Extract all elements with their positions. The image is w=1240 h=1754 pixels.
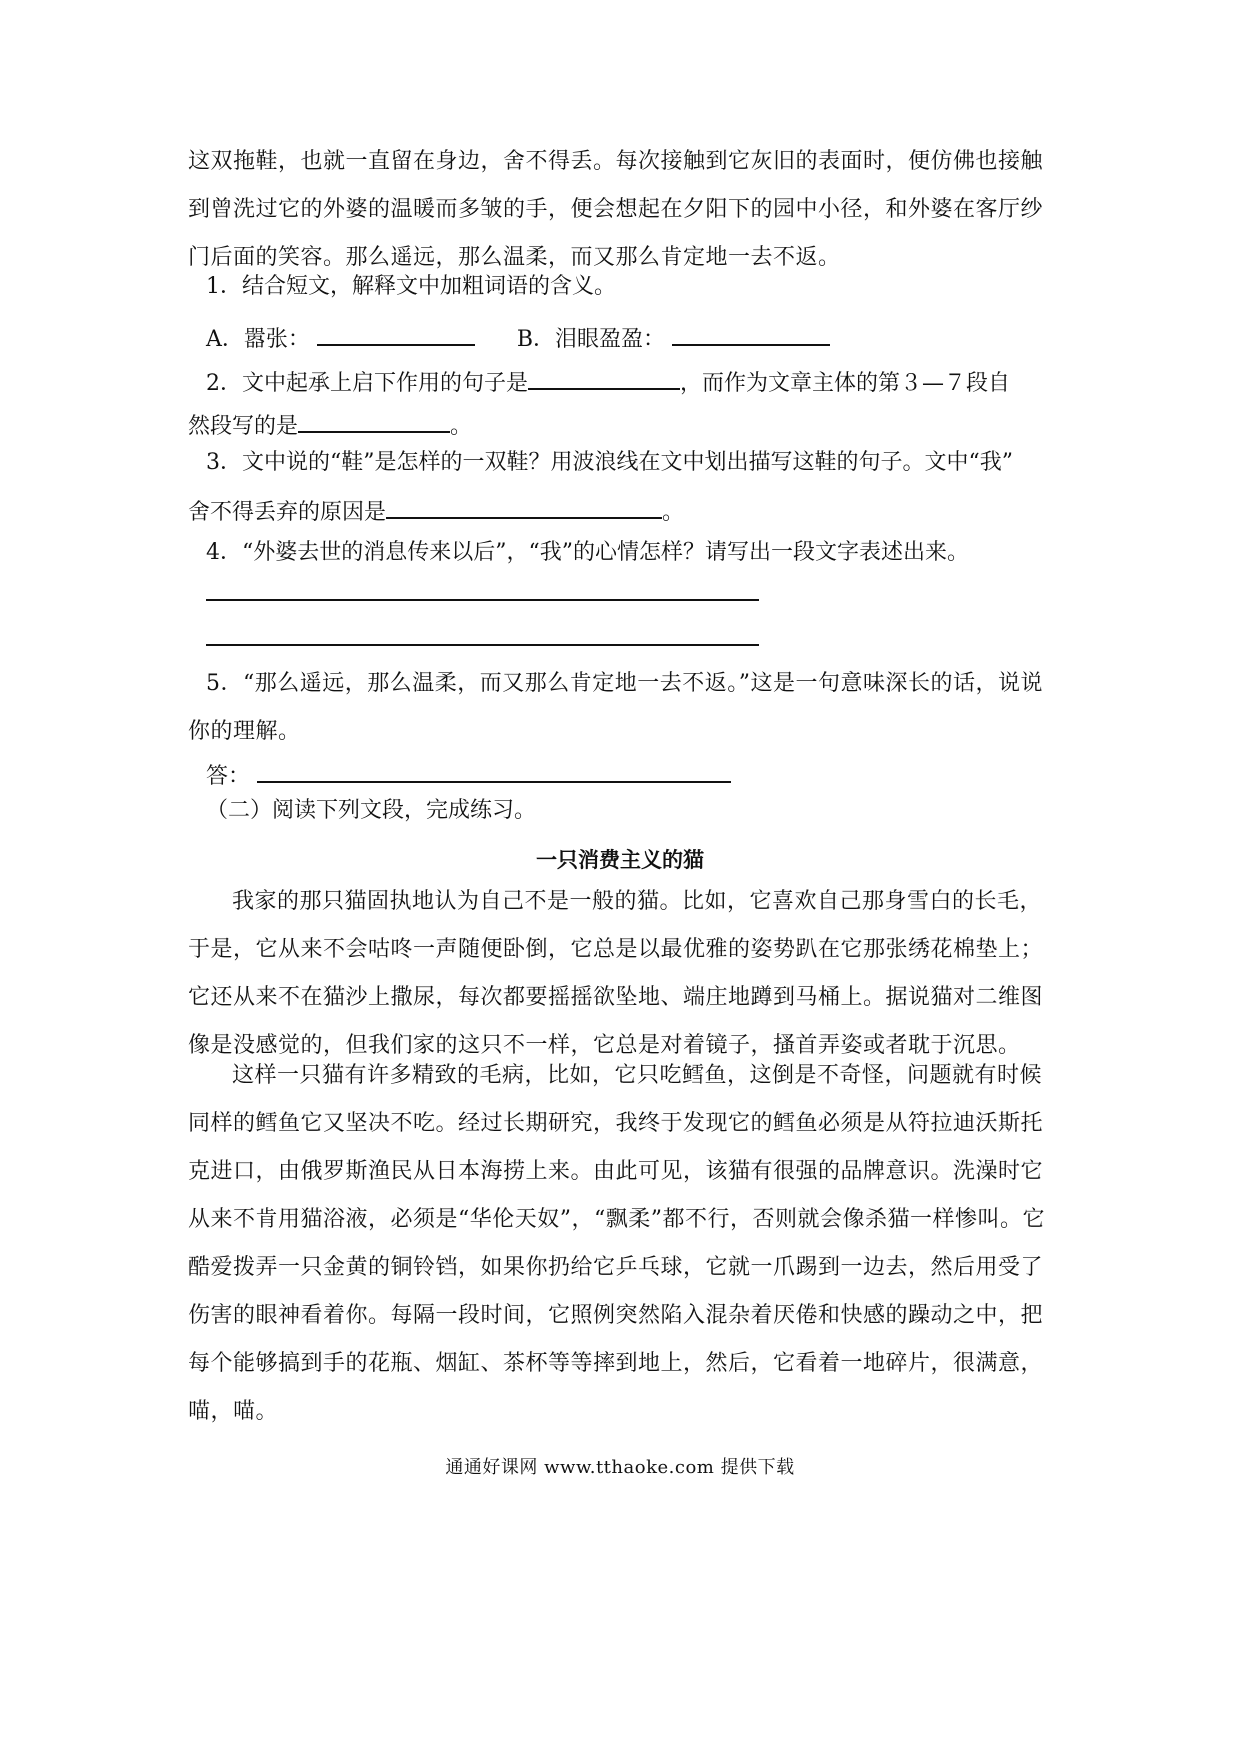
q3-blank[interactable] bbox=[386, 491, 662, 519]
q5-answer-blank[interactable] bbox=[257, 755, 731, 783]
section-2-heading: （二）阅读下列文段，完成练习。 bbox=[206, 798, 537, 823]
q3-text-3: 。 bbox=[662, 500, 685, 525]
q2-text-4: 。 bbox=[450, 414, 473, 439]
page-footer: 通通好课网 www.tthaoke.com 提供下载 bbox=[445, 1457, 795, 1478]
q1-option-a-blank[interactable] bbox=[317, 318, 475, 346]
question-3-line1: 3．文中说的“鞋”是怎样的一双鞋？用波浪线在文中划出描写这鞋的句子。文中“我” bbox=[206, 450, 1013, 475]
passage-title: 一只消费主义的猫 bbox=[536, 848, 704, 872]
q1-option-a-label: A．嚣张： bbox=[206, 327, 310, 352]
q2-blank-1[interactable] bbox=[528, 362, 680, 390]
q3-text-2: 舍不得丢弃的原因是 bbox=[188, 500, 387, 525]
question-5-answer bbox=[206, 755, 731, 792]
question-4: 4．“外婆去世的消息传来以后”，“我”的心情怎样？请写出一段文字表述出来。 bbox=[206, 540, 969, 565]
passage-paragraph-2: 这样一只猫有许多精致的毛病，比如，它只吃鳕鱼，这倒是不奇怪，问题就有时候同样的鳕鱼它又坚决不吃。经过长期研究，我终于发现它的鳕鱼必须是从符拉迪沃斯托克进口，由俄罗斯渔民从日本海捞上来。由此可见，该猫有很强的品牌意识。洗澡时它从来不肯用猫浴液，必须是“华伦天奴”，“飘柔”都不行，否则就会像杀猫一样惨叫。它酷爱拨弄一只金黄的铜铃铛，如果你扔给它乒乓球，它就一爪踢到一边去，然后用受了伤害的眼神看着你。每隔一段时间，它照例突然陷入混杂着厌倦和快感的躁动之中，把每个能够搞到手的花瓶、烟缸、茶杯等等摔到地上，然后，它看着一地碎片，很满意，喵，喵。 bbox=[188, 1063, 1045, 1424]
q2-text-1: 2．文中起承上启下作用的句子是 bbox=[206, 371, 528, 396]
q1-option-b-blank[interactable] bbox=[672, 318, 830, 346]
q2-text-2: ，而作为文章主体的第３—７段自 bbox=[680, 371, 1011, 396]
passage-paragraph-1: 我家的那只猫固执地认为自己不是一般的猫。比如，它喜欢自己那身雪白的长毛，于是，它从来不会咕咚一声随便卧倒，它总是以最优雅的姿势趴在它那张绣花棉垫上；它还从来不在猫沙上撒尿，每次都要摇摇欲坠地、端庄地蹲到马桶上。据说猫对二维图像是没感觉的，但我们家的这只不一样，它总是对着镜子，搔首弄姿或者耽于沉思。 bbox=[188, 889, 1044, 1058]
q2-text-3: 然段写的是 bbox=[188, 414, 299, 439]
question-2-line2 bbox=[188, 405, 472, 442]
q1-option-b-label: B．泪眼盈盈： bbox=[516, 327, 666, 352]
question-2-line1 bbox=[206, 362, 1010, 399]
question-5: 5．“那么遥远，那么温柔，而又那么肯定地一去不返。”这是一句意味深长的话，说说你的理解。 bbox=[188, 671, 1043, 744]
q4-answer-line-1[interactable] bbox=[206, 599, 759, 601]
answer-label: 答： bbox=[206, 764, 251, 789]
q4-answer-line-2[interactable] bbox=[206, 644, 759, 646]
question-3-line2 bbox=[188, 491, 684, 528]
question-1: 1．结合短文，解释文中加粗词语的含义。 bbox=[206, 274, 616, 299]
question-1-options bbox=[206, 318, 830, 355]
q2-blank-2[interactable] bbox=[298, 405, 450, 433]
intro-paragraph: 这双拖鞋，也就一直留在身边，舍不得丢。每次接触到它灰旧的表面时，便仿佛也接触到曾洗过它的外婆的温暖而多皱的手，便会想起在夕阳下的园中小径，和外婆在客厅纱门后面的笑容。那么遥远，那么温柔，而又那么肯定地一去不返。 bbox=[188, 149, 1044, 270]
